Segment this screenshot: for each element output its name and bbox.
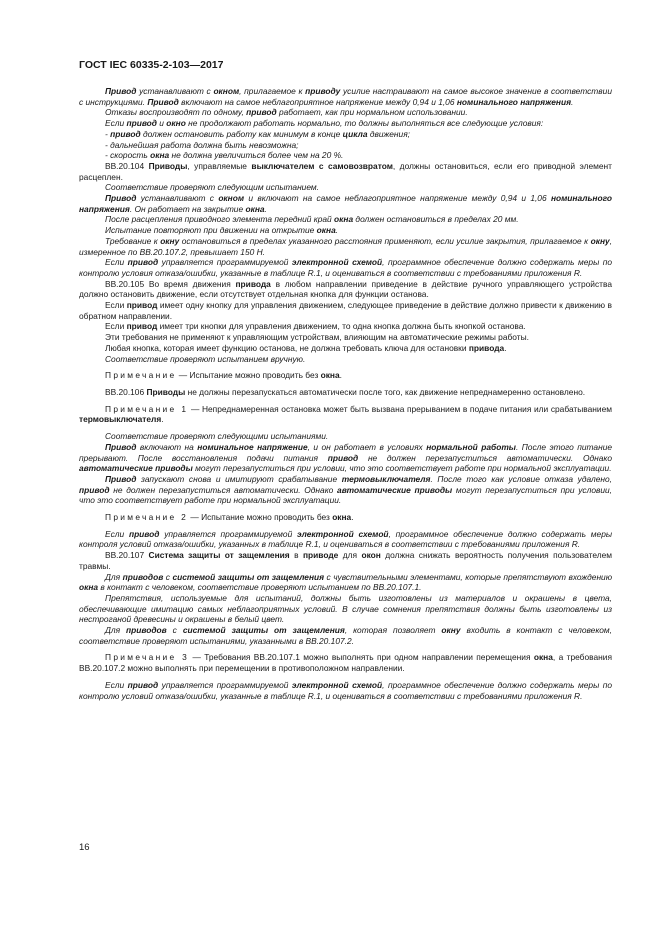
text-run: могут перезапуститься при условии, что это соответствует работе при нормальной эксплуатации. — [192, 463, 612, 474]
text-run: Любая кнопка, которая имеет функцию останова, не должна требовать ключа для остановки — [105, 342, 469, 353]
term: окну — [590, 235, 610, 246]
text-run: управляется программируемой — [158, 679, 292, 690]
paragraph — [79, 370, 612, 381]
term: привод — [127, 679, 159, 690]
text-run: не должен перезапуститься автоматически. Однако — [109, 484, 338, 495]
paragraph — [79, 572, 612, 593]
document-header: ГОСТ IEC 60335-2-103—2017 — [79, 59, 224, 71]
text-run: ВВ.20.104 — [105, 160, 149, 171]
term: окном — [218, 193, 245, 204]
paragraph — [79, 300, 612, 321]
text-run: , измеренное по ВВ.20.107.2, превышает 150 Н. — [79, 235, 613, 257]
text-run: не должен перезапуститься автоматически. Однако — [358, 452, 612, 463]
term: привод — [126, 300, 158, 311]
term: привод — [127, 257, 159, 268]
text-run: должен остановить работу как минимум в конце — [140, 128, 343, 139]
paragraph — [79, 214, 612, 225]
text-run: движения; — [367, 128, 411, 139]
term: цикла — [342, 128, 368, 139]
term: электронной схемой — [291, 679, 383, 690]
note-label: Примечание 3 — [105, 652, 190, 663]
text-run: Для — [105, 625, 127, 636]
text-run: Если — [105, 257, 128, 268]
text-run: управляется программируемой — [158, 257, 292, 268]
term: окна — [332, 512, 352, 523]
text-run: не должны перезапускаться автоматически после того, как движение непреднамеренно остановлено. — [185, 386, 586, 397]
paragraph — [79, 387, 612, 398]
paragraph — [79, 625, 612, 646]
text-run: усилие настраивают на самое высокое значение в соответствии с инструкциями. — [79, 86, 612, 107]
paragraph — [79, 680, 612, 701]
page-number: 16 — [79, 842, 90, 853]
paragraph — [79, 652, 612, 673]
paragraph — [79, 332, 612, 343]
paragraph — [79, 182, 612, 193]
document-body — [79, 86, 612, 701]
term: Привод — [147, 96, 179, 107]
text-run: Эти требования не применяют к управляющим устройствам, влияющим на автоматические режимы работы. — [105, 332, 529, 343]
term: привод — [246, 107, 277, 118]
term: автоматические приводы — [337, 484, 453, 495]
text-run: ВВ.20.105 Во время движения — [105, 278, 236, 289]
term: привода — [235, 278, 271, 289]
text-run: . — [351, 512, 354, 523]
term: системой защиты от защемления — [172, 571, 325, 582]
paragraph — [79, 321, 612, 332]
term: Приводы — [146, 386, 186, 397]
term: привода — [468, 342, 505, 353]
text-run: ВВ.20.106 — [105, 386, 147, 397]
paragraph — [79, 236, 612, 257]
term: нормальной работы — [426, 441, 516, 452]
text-run: , и он работает в условиях — [307, 441, 427, 452]
note-label: Примечание 2 — [105, 512, 189, 523]
term: электронной схемой — [291, 257, 383, 268]
term: окна — [150, 150, 170, 161]
term: привод — [126, 321, 158, 332]
text-run: и — [156, 118, 167, 129]
text-run: . — [264, 203, 267, 214]
term: Привод — [105, 193, 137, 204]
text-run: для — [338, 550, 362, 561]
term: Приводы — [148, 160, 188, 171]
text-run: . После этого питание прерывают. После восстановления подачи питания — [79, 441, 613, 463]
text-run: не продолжают работать нормально, то должны выполняться все следующие условия: — [185, 118, 544, 129]
text-run: - дальнейшая работа должна быть невозможна; — [105, 139, 299, 150]
term: приводу — [305, 86, 341, 96]
term: привод — [327, 452, 359, 463]
paragraph — [79, 129, 612, 140]
text-run: - скорость — [105, 150, 151, 161]
text-run: После расцепления приводного элемента передний край — [105, 214, 335, 225]
text-run: с — [166, 625, 183, 636]
text-run: - — [105, 128, 111, 139]
text-run: , должны остановиться, если его приводной элемент расцеплен. — [79, 160, 612, 182]
term: автоматические приводы — [79, 463, 193, 474]
text-run: остановиться в пределах указанного расстояния применяют, если усилие закрытия, прилагаемое к — [179, 235, 591, 246]
text-run: . — [335, 225, 339, 236]
term: системой защиты от защемления — [182, 625, 345, 636]
paragraph — [79, 474, 612, 506]
paragraph — [79, 150, 612, 161]
text-run: имеет одну кнопку для управления движением, следующее приведение в действие должно привести к движению в обратном направлении. — [79, 300, 612, 321]
text-run: Соответствие проверяют следующими испытаниями. — [105, 431, 329, 442]
term: Система защиты от защемления — [148, 550, 290, 561]
paragraph — [79, 343, 612, 354]
text-run: запускают снова и имитируют срабатывание — [136, 473, 342, 484]
text-run: . Он работает на закрытие — [129, 203, 246, 214]
text-run: , программное обеспечение должно содержать меры по контролю условия отказа/ошибки, указанные в таблице R.1, и оцениваться в соответствии с требованиями приложения R. — [79, 257, 613, 278]
term: привод — [126, 118, 157, 129]
term: окно — [166, 118, 186, 129]
text-run: входить в контакт с человеком, соответствие проверяют испытаниями, указанными в ВВ.20.107.2. — [79, 625, 613, 646]
term: окну — [441, 625, 461, 636]
text-run: , а требования ВВ.20.107.2 можно выполнять при перемещении в противоположном направлении. — [79, 652, 612, 674]
text-run: , программное обеспечение должно содержать меры по контролю условий отказа/ошибки, указанные в таблице R.1, и оцениваться в соответствии с требованиями приложения R. — [79, 679, 613, 701]
text-run: Если — [105, 118, 127, 129]
term: приводе — [302, 550, 339, 561]
text-run: — Непреднамеренная остановка может быть вызвана прерыванием в подаче питания или срабатыванием — [188, 403, 613, 414]
text-run: — Требования ВВ.20.107.1 можно выполнять при одном направлении перемещения — [189, 652, 534, 663]
text-run: — Испытание можно проводить без — [188, 512, 333, 523]
text-run: включают на самое неблагоприятное напряжение между 0,94 и 1,06 — [178, 96, 457, 107]
text-run: Отказы воспроизводят по одному, — [105, 107, 247, 118]
note-label: Примечание — [105, 370, 177, 381]
paragraph — [79, 442, 612, 474]
text-run: Если — [105, 679, 128, 690]
paragraph — [79, 225, 612, 236]
term: термовыключателя — [79, 414, 162, 425]
text-run: Соответствие проверяют следующим испытанием. — [105, 182, 319, 193]
term: окон — [361, 550, 381, 561]
paragraph — [79, 512, 612, 523]
text-run: устанавливают с — [136, 86, 214, 96]
term: окна — [334, 214, 354, 225]
text-run: , программное обеспечение должно содержать меры контроля условий отказа/ошибки, указанных в таблице R.1, и оцениваться в соответствии с требованиями приложения R. — [79, 528, 613, 550]
text-run: с чувствительными элементами, которые препятствуют вхождению — [324, 571, 613, 582]
term: Привод — [105, 441, 137, 452]
term: номинального напряжения — [456, 96, 572, 107]
paragraph — [79, 431, 612, 442]
term: приводов — [126, 625, 167, 636]
term: окну — [160, 235, 180, 246]
term: окна — [316, 225, 336, 236]
text-run: Требование к — [105, 235, 161, 246]
term: окном — [213, 86, 240, 96]
paragraph — [79, 257, 612, 278]
term: Привод — [105, 473, 137, 484]
text-run: и включают на самое неблагоприятное напряжение между 0,94 и 1,06 — [244, 193, 551, 204]
text-run: , прилагаемое к — [239, 86, 306, 96]
paragraph — [79, 161, 612, 182]
text-run: . — [161, 414, 164, 425]
text-run: должен остановиться в пределах 20 мм. — [353, 214, 519, 225]
text-run: Для — [105, 571, 123, 582]
text-run: в контакт с человеком, соответствие проверяют испытанием по ВВ.20.107.1. — [98, 582, 422, 593]
paragraph — [79, 529, 612, 550]
paragraph — [79, 550, 612, 571]
text-run: Если — [105, 321, 127, 332]
text-run: — Испытание можно проводить без — [176, 370, 321, 381]
text-run: Испытание повторяют при движении на открытие — [105, 225, 317, 236]
text-run: Если — [105, 300, 127, 311]
term: Привод — [105, 86, 137, 96]
text-run: , управляемые — [187, 160, 252, 171]
text-run: . После того как условие отказа удалено, — [430, 473, 613, 484]
text-run: включают на — [136, 441, 198, 452]
term: термовыключателя — [341, 473, 431, 484]
paragraph — [79, 118, 612, 129]
text-run: управляется программируемой — [159, 528, 298, 539]
term: окна — [533, 652, 553, 663]
term: окна — [245, 203, 265, 214]
text-run: ВВ.20.107 — [105, 550, 149, 561]
paragraph — [79, 354, 612, 365]
term: электронной схемой — [297, 528, 389, 539]
text-run: Если — [105, 528, 129, 539]
paragraph — [79, 279, 612, 300]
text-run: устанавливают с — [136, 193, 219, 204]
term: приводов — [122, 571, 164, 582]
paragraph — [79, 86, 612, 107]
term: привод — [128, 528, 160, 539]
text-run: с — [163, 571, 173, 582]
text-run: в любом направлении приведение в действие ручного управляющего устройства должно остановить движение, если отсутствует отдельная кнопка для функции останова. — [79, 278, 612, 300]
paragraph — [79, 404, 612, 425]
term: окна — [79, 582, 99, 593]
text-run: имеет три кнопки для управления движением, то одна кнопка должна быть кнопкой останова. — [157, 321, 526, 332]
text-run: могут перезапуститься при условии, что это соответствует работе при нормальной эксплуатации. — [79, 484, 612, 506]
text-run: не должна увеличиться более чем на 20 %. — [169, 150, 344, 161]
term: номинальное напряжение — [197, 441, 308, 452]
term: привод — [110, 128, 141, 139]
text-run: Соответствие проверяют испытанием вручную. — [105, 353, 306, 364]
paragraph — [79, 140, 612, 151]
paragraph — [79, 193, 612, 214]
note-label: Примечание 1 — [105, 403, 189, 414]
text-run: . — [571, 96, 574, 107]
term: привод — [79, 484, 110, 495]
paragraph — [79, 593, 612, 625]
text-run: должна снижать вероятность получения пользователем травмы. — [79, 550, 612, 571]
term: окна — [320, 370, 340, 381]
text-run: . — [504, 342, 507, 353]
text-run: , которая позволяет — [344, 625, 442, 636]
text-run: в — [289, 550, 303, 561]
text-run: работает, как при нормальном использовании. — [276, 107, 468, 118]
text-run: Препятствия, используемые для испытаний, должны быть изготовлены из материалов и окрашены в цвета, обеспечивающие имитацию самых неблагоприятных условий. В случае сомнения препятствия должны быть изготовлены из нестроганой древесины и окрашены в белый цвет. — [79, 592, 612, 625]
term: номинального напряжения — [79, 193, 612, 214]
term: выключателем с самовозвратом — [251, 160, 393, 171]
text-run: . — [339, 370, 342, 381]
paragraph — [79, 107, 612, 118]
